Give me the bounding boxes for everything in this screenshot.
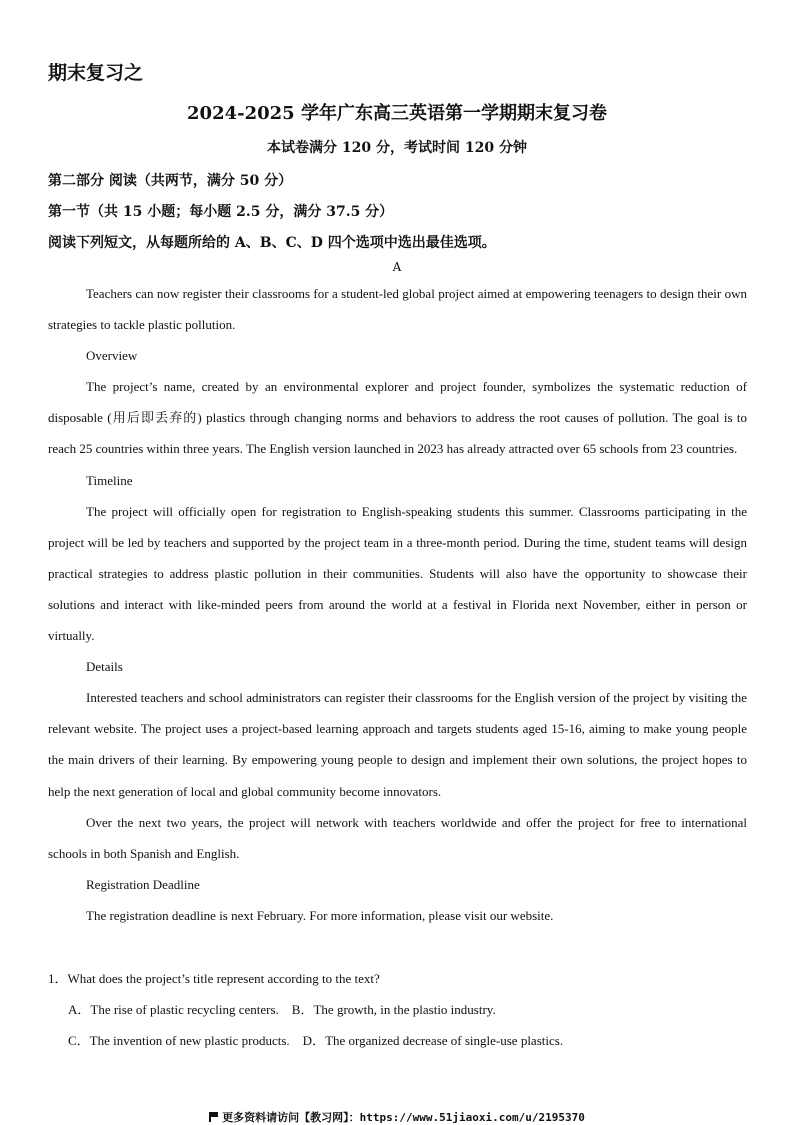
footer-text[interactable]: 更多资料请访问【教习网】：https://www.51jiaoxi.com/u/2195370 — [222, 1111, 585, 1124]
details-paragraph-1: Interested teachers and school administrators can register their classrooms for the English version of the project by visiting the relevant website. The project uses a project-based learning approach and targets students aged 15-16, aiming to make young people the main drivers of their learning. By empowering young people to design and implement their own solutions, the project hopes to help the next generation of local and global community become innovators. — [48, 690, 747, 799]
timeline-heading: Timeline — [86, 472, 133, 488]
exam-title: 2024-2025 学年广东高三英语第一学期期末复习卷 — [187, 103, 607, 124]
passage-intro: Teachers can now register their classrooms for a student-led global project aimed at empowering teenagers to design their own strategies to tackle plastic pollution. — [48, 286, 747, 333]
timeline-paragraph: The project will officially open for registration to English-speaking students this summer. Classrooms participating in the project will be led by teachers and supported by the project team in a three-month period. During the time, student teams will design practical strategies to address plastic pollution in their communities. Students will also have the opportunity to showcase their solutions and interact with like-minded peers from around the world at a festival in Florida next November, either in person or virtually. — [48, 503, 747, 644]
question-stem: 1．What does the project’s title represent according to the text? — [48, 971, 380, 986]
subsection-heading: 第一节（共 15 小题；每小题 2.5 分，满分 37.5 分） — [48, 204, 394, 220]
question-options-row-2[interactable]: C．The invention of new plastic products. D．The organized decrease of single-use plastics. — [68, 1033, 564, 1049]
passage-letter: A — [392, 260, 402, 274]
question-options-row-1[interactable]: A．The rise of plastic recycling centers. B．The growth, in the plastio industry. — [68, 1002, 496, 1018]
header-label: 期末复习之 — [48, 62, 144, 84]
details-heading: Details — [86, 659, 123, 675]
deadline-heading: Registration Deadline — [86, 876, 200, 892]
flag-icon — [209, 1112, 218, 1122]
deadline-paragraph: The registration deadline is next February. For more information, please visit our website. — [86, 907, 554, 923]
overview-paragraph: The project’s name, created by an environmental explorer and project founder, symbolizes the systematic reduction of disposable (用后即丢弃的) plastics through changing norms and behaviors to address the root causes of pollution. The goal is to reach 25 countries within three years. The English version launched in 2023 has already attracted over 65 schools from 23 countries. — [48, 379, 747, 457]
question-list — [48, 963, 747, 1056]
instruction-text: 阅读下列短文，从每题所给的 A、B、C、D 四个选项中选出最佳选项。 — [48, 235, 496, 251]
reading-passage — [48, 278, 747, 931]
overview-heading: Overview — [86, 348, 138, 364]
part-heading: 第二部分 阅读（共两节，满分 50 分） — [48, 173, 293, 189]
details-paragraph-2: Over the next two years, the project will network with teachers worldwide and offer the project for free to international schools in both Spanish and English. — [48, 814, 747, 861]
exam-subtitle: 本试卷满分 120 分，考试时间 120 分钟 — [267, 140, 527, 156]
footer-link[interactable] — [0, 1109, 794, 1125]
